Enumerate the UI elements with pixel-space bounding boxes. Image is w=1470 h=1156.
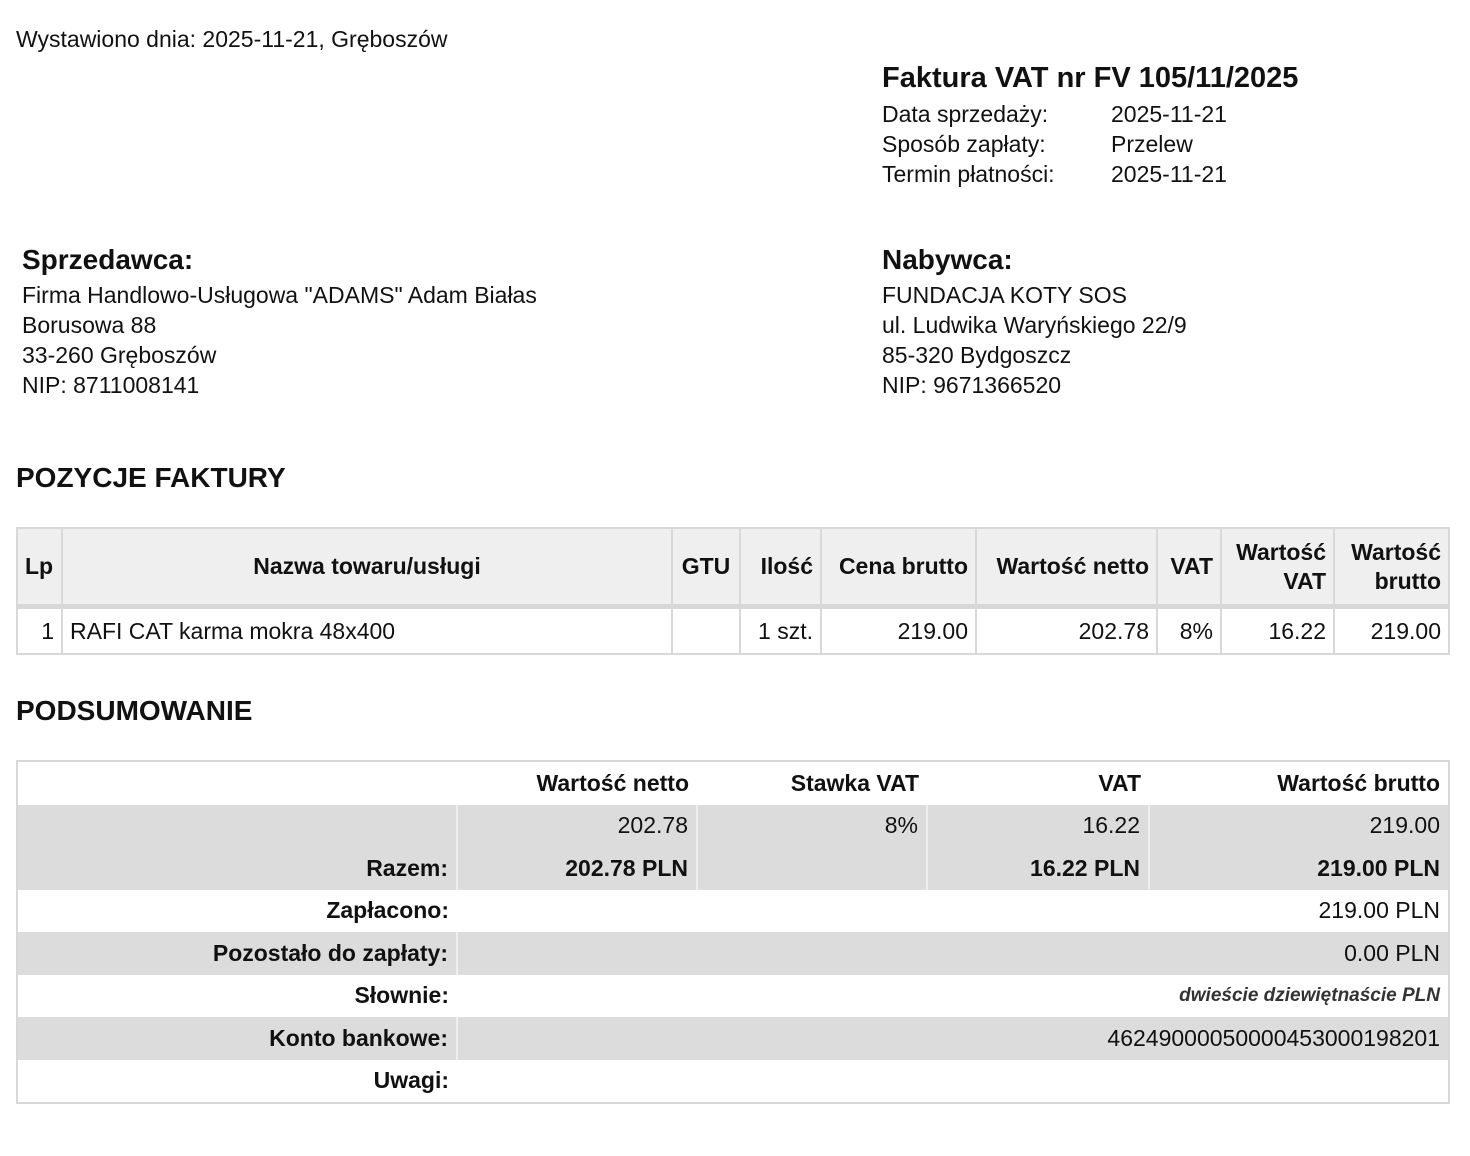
col-header-vat-value-line1: Wartość xyxy=(1236,538,1326,565)
buyer-heading: Nabywca: xyxy=(882,244,1013,275)
sale-date-value: 2025-11-21 xyxy=(1111,101,1227,127)
payment-method-row xyxy=(882,129,1298,159)
buyer-name: FUNDACJA KOTY SOS xyxy=(882,282,1127,308)
col-header-vat-value-line2: VAT xyxy=(1283,567,1326,594)
summary-bank-label: Konto bankowe: xyxy=(17,1017,457,1060)
seller-street: Borusowa 88 xyxy=(22,312,157,338)
summary-rate-row xyxy=(17,805,1449,848)
seller-name: Firma Handlowo-Usługowa "ADAMS" Adam Białas xyxy=(22,282,537,308)
sale-date-row xyxy=(882,99,1298,129)
buyer-block xyxy=(882,244,1187,400)
payment-due-value: 2025-11-21 xyxy=(1111,161,1227,187)
payment-method-label: Sposób zapłaty: xyxy=(882,131,1046,157)
summary-total-vat: 16.22 PLN xyxy=(927,847,1149,890)
payment-due-row xyxy=(882,159,1298,189)
col-header-net-value: Wartość netto xyxy=(976,528,1157,607)
summary-header-rate: Stawka VAT xyxy=(790,769,919,796)
summary-bank-row xyxy=(17,1017,1449,1060)
summary-total-label: Razem: xyxy=(17,847,457,890)
summary-section-title: PODSUMOWANIE xyxy=(16,695,253,726)
summary-rate-vat: 16.22 xyxy=(927,805,1149,848)
seller-nip: NIP: 8711008141 xyxy=(22,372,200,398)
items-header-row xyxy=(17,528,1449,607)
summary-header-gross: Wartość brutto xyxy=(1277,769,1440,796)
summary-paid-value: 219.00 PLN xyxy=(1318,897,1440,924)
col-header-gross-value xyxy=(1334,528,1449,607)
item-qty: 1 szt. xyxy=(740,607,821,655)
summary-total-gross: 219.00 PLN xyxy=(1149,847,1449,890)
seller-heading: Sprzedawca: xyxy=(22,244,194,275)
summary-rate-net: 202.78 xyxy=(457,805,697,848)
summary-words-value: dwieście dziewiętnaście PLN xyxy=(1179,984,1440,1006)
item-gtu xyxy=(672,607,740,655)
item-gross-value: 219.00 xyxy=(1334,607,1449,655)
summary-notes-label: Uwagi: xyxy=(373,1067,449,1094)
col-header-price-gross: Cena brutto xyxy=(821,528,976,607)
col-header-gross-value-line2: brutto xyxy=(1374,567,1441,594)
items-table xyxy=(16,527,1450,655)
summary-rate-gross: 219.00 xyxy=(1149,805,1449,848)
col-header-gross-value-line1: Wartość xyxy=(1351,538,1441,565)
payment-due-label: Termin płatności: xyxy=(882,161,1055,187)
col-header-vat: VAT xyxy=(1157,528,1221,607)
item-vat-value: 16.22 xyxy=(1221,607,1334,655)
summary-bank-value: 46249000050000453000198201 xyxy=(457,1017,1449,1060)
summary-remaining-label: Pozostało do zapłaty: xyxy=(17,932,457,975)
summary-header-vat: VAT xyxy=(1098,769,1141,796)
summary-words-row xyxy=(17,975,1449,1018)
issued-date-line: Wystawiono dnia: 2025-11-21, Gręboszów xyxy=(16,26,448,52)
summary-table xyxy=(16,760,1450,1104)
item-vat: 8% xyxy=(1157,607,1221,655)
invoice-header xyxy=(882,62,1298,189)
summary-total-net: 202.78 PLN xyxy=(457,847,697,890)
summary-total-row xyxy=(17,847,1449,890)
summary-header-net: Wartość netto xyxy=(536,769,689,796)
col-header-qty: Ilość xyxy=(740,528,821,607)
summary-paid-row xyxy=(17,890,1449,933)
table-row xyxy=(17,607,1449,655)
summary-notes-row xyxy=(17,1060,1449,1104)
buyer-street: ul. Ludwika Waryńskiego 22/9 xyxy=(882,312,1187,338)
col-header-vat-value xyxy=(1221,528,1334,607)
item-net-value: 202.78 xyxy=(976,607,1157,655)
col-header-lp: Lp xyxy=(17,528,62,607)
items-section-title: POZYCJE FAKTURY xyxy=(16,462,286,493)
item-lp: 1 xyxy=(17,607,62,655)
buyer-nip: NIP: 9671366520 xyxy=(882,372,1062,398)
summary-paid-label: Zapłacono: xyxy=(326,897,449,924)
col-header-gtu: GTU xyxy=(672,528,740,607)
buyer-city: 85-320 Bydgoszcz xyxy=(882,342,1072,368)
sale-date-label: Data sprzedaży: xyxy=(882,101,1049,127)
item-name: RAFI CAT karma mokra 48x400 xyxy=(62,607,672,655)
col-header-name: Nazwa towaru/usługi xyxy=(62,528,672,607)
seller-block xyxy=(22,244,537,400)
summary-notes-value xyxy=(457,1060,1449,1104)
invoice-title: Faktura VAT nr FV 105/11/2025 xyxy=(882,62,1299,94)
summary-remaining-value: 0.00 PLN xyxy=(457,932,1449,975)
summary-remaining-row xyxy=(17,932,1449,975)
summary-header-row xyxy=(17,761,1449,805)
payment-method-value: Przelew xyxy=(1111,131,1193,157)
summary-rate-rate: 8% xyxy=(697,805,927,848)
item-price-gross: 219.00 xyxy=(821,607,976,655)
seller-city: 33-260 Gręboszów xyxy=(22,342,217,368)
summary-words-label: Słownie: xyxy=(354,982,449,1009)
